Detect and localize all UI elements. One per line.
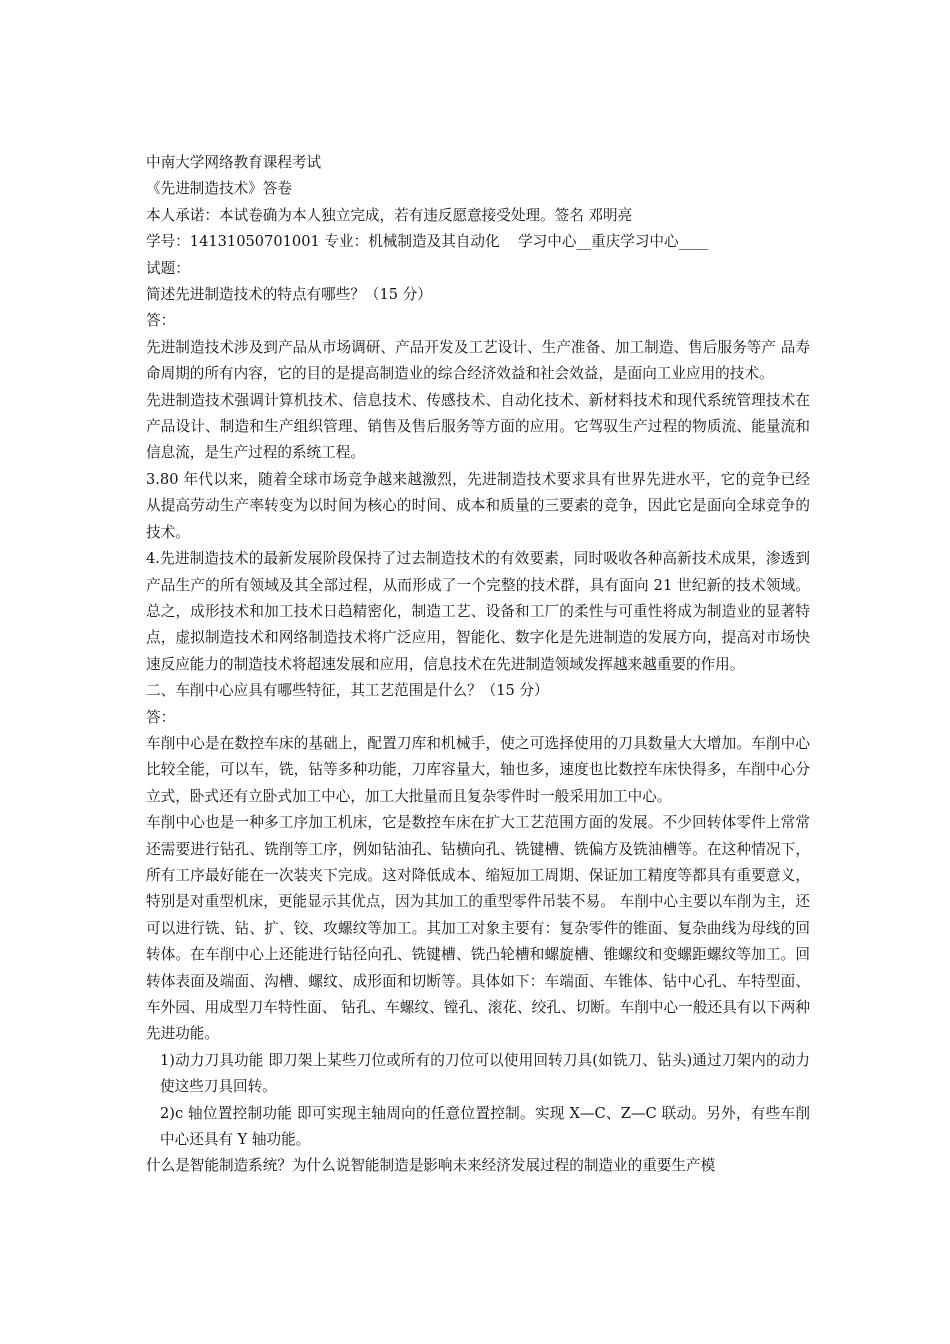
answer-1-paragraph: 3.80 年代以来，随着全球市场竞争越来越激烈，先进制造技术要求具有世界先进水平，它的竞争已经从提高劳动生产率转变为以时间为核心的时间、成本和质量的三要素的竞争，因此它是面向全球竞争的技术。 xyxy=(146,470,810,541)
answer-2-paragraph: 车削中心也是一种多工序加工机床，它是数控车床在扩大工艺范围方面的发展。不少回转体零件上常常还需要进行钻孔、铣削等工序，例如钻油孔、钻横向孔、铣键槽、铣偏方及铣油槽等。在这种情况下，所有工序最好能在一次装夹下完成。这对降低成本、缩短加工周期、保证加工精度等都具有重要意义，特别是对重型机床，更能显示其优点，因为其加工的重型零件吊装不易。 车削中心主要以车削为主，还可以进行铣、钻、扩、铰、攻螺纹等加工。其加工对象主要有：复杂零件的锥面、复杂曲线为母线的回转体。在车削中心上还能进行钻径向孔、铣键槽、铣凸轮槽和螺旋槽、锥螺纹和变螺距螺纹等加工。回转体表面及端面、沟槽、螺纹、成形面和切断等。具体如下：车端面、车锥体、钻中心孔、车特型面、车外园、用成型刀车特性面、 钻孔、车螺纹、镗孔、滚花、绞孔、切断。车削中心一般还具有以下两种先进功能。 xyxy=(146,814,810,1043)
answer-2-label: 答： xyxy=(146,708,176,726)
questions-label: 试题： xyxy=(146,259,190,277)
question-2: 二、车削中心应具有哪些特征，其工艺范围是什么？（15 分） xyxy=(146,682,549,700)
feature-item: 2)c 轴位置控制功能 即可实现主轴周向的任意位置控制。实现 X—C、Z—C 联动。另外，有些车削中心还具有 Y 轴功能。 xyxy=(160,1104,810,1149)
student-info: 学号：14131050701001 专业：机械制造及其自动化 学习中心__重庆学习中心____ xyxy=(146,233,708,251)
answer-1-paragraph: 4.先进制造技术的最新发展阶段保持了过去制造技术的有效要素，同时吸收各种高新技术成果，渗透到产品生产的所有领域及其全部过程，从而形成了一个完整的技术群，具有面向 21 世纪新的技术领域。 总之，成形技术和加工技术日趋精密化，制造工艺、设备和工厂的柔性与可重性将成为制造业的显著特点，虚拟制造技术和网络制造技术将广泛应用，智能化、数字化是先进制造的发展方向，提高对市场快速反应能力的制造技术将超速发展和应用，信息技术在先进制造领域发挥越来越重要的作用。 xyxy=(146,550,810,673)
pledge-statement: 本人承诺：本试卷确为本人独立完成，若有违反愿意接受处理。签名 邓明亮 xyxy=(146,206,633,224)
course-title: 《先进制造技术》答卷 xyxy=(146,180,292,198)
question-3: 什么是智能制造系统？为什么说智能制造是影响未来经济发展过程的制造业的重要生产模 xyxy=(146,1157,716,1175)
feature-item: 1)动力刀具功能 即刀架上某些刀位或所有的刀位可以使用回转刀具(如铣刀、钻头)通过刀架内的动力使这些刀具回转。 xyxy=(160,1051,810,1096)
question-1: 简述先进制造技术的特点有哪些？（15 分） xyxy=(146,286,432,304)
exam-title: 中南大学网络教育课程考试 xyxy=(146,154,322,171)
answer-sheet xyxy=(146,150,810,1180)
answer-1-label: 答： xyxy=(146,312,176,330)
answer-2-paragraph: 车削中心是在数控车床的基础上，配置刀库和机械手，使之可选择使用的刀具数量大大增加。车削中心比较全能，可以车，铣，钻等多种功能，刀库容量大，轴也多，速度也比数控车床快得多，车削中心分立式，卧式还有立卧式加工中心，加工大批量而且复杂零件时一般采用加工中心。 xyxy=(146,734,810,805)
answer-1-paragraph: 先进制造技术涉及到产品从市场调研、产品开发及工艺设计、生产准备、加工制造、售后服务等产 品寿命周期的所有内容，它的目的是提高制造业的综合经济效益和社会效益，是面向工业应用的技术。 xyxy=(146,338,810,383)
answer-1-paragraph: 先进制造技术强调计算机技术、信息技术、传感技术、自动化技术、新材料技术和现代系统管理技术在产品设计、制造和生产组织管理、销售及售后服务等方面的应用。它驾驭生产过程的物质流、能量流和信息流，是生产过程的系统工程。 xyxy=(146,391,810,462)
